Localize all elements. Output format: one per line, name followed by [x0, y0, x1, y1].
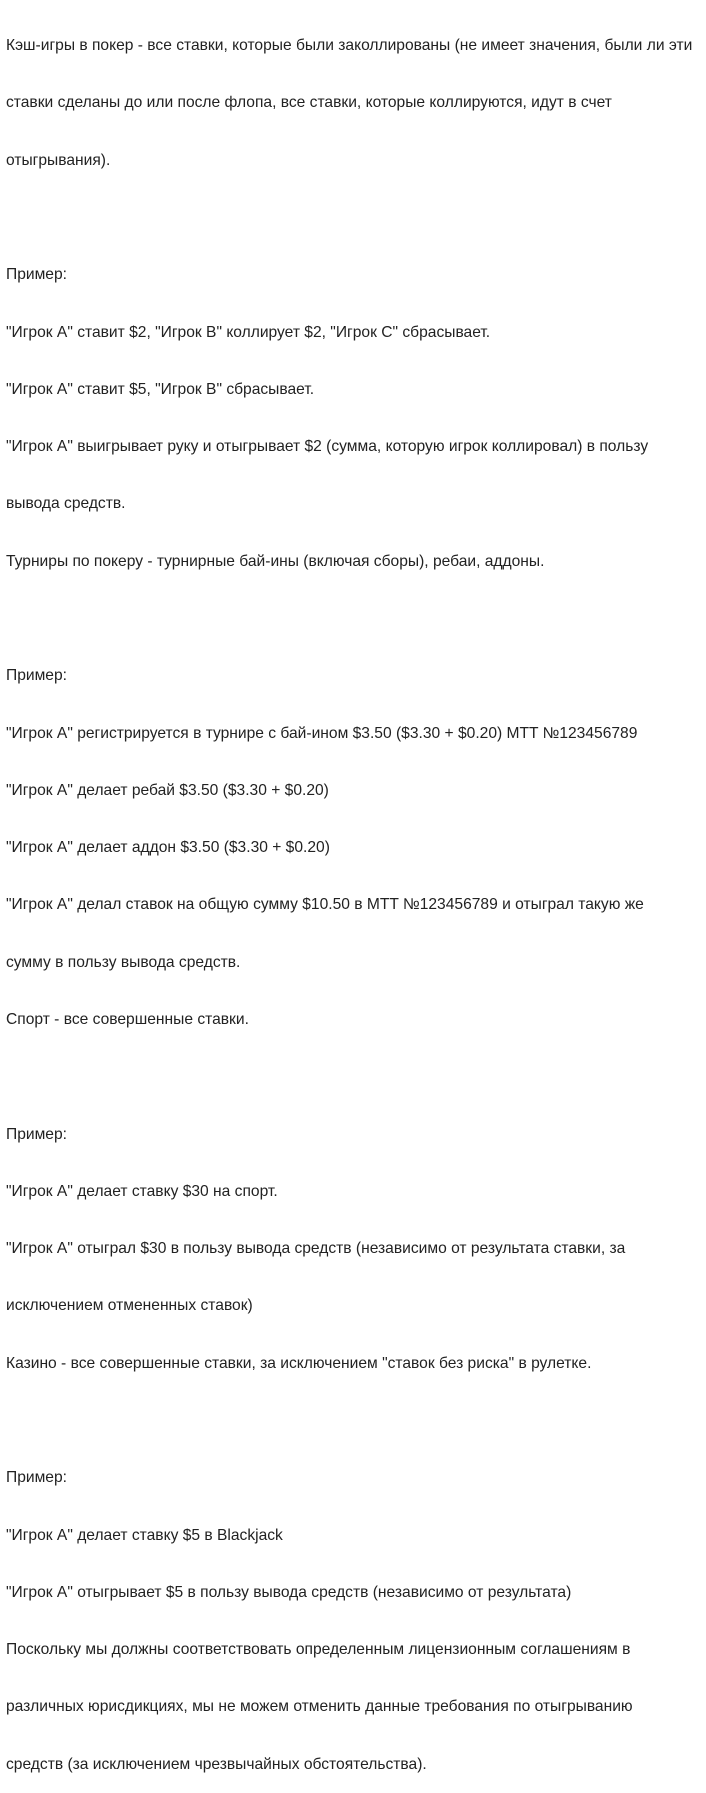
text-line: "Игрок А" делает ставку $30 на спорт.	[6, 1182, 278, 1200]
text-line: исключением отмененных ставок)	[6, 1297, 253, 1315]
blank-line	[6, 208, 706, 227]
example-heading: Пример:	[6, 1125, 67, 1143]
blank-line	[6, 609, 706, 628]
example-heading: Пример:	[6, 266, 67, 284]
text-line: Поскольку мы должны соответствовать определенным лицензионным соглашениям в	[6, 1641, 631, 1659]
text-line: Кэш-игры в покер - все ставки, которые были заколлированы (не имеет значения, были ли эти	[6, 37, 693, 55]
document-body	[6, 0, 706, 1793]
section-line: Турниры по покеру - турнирные бай-ины (включая сборы), ребаи, аддоны.	[6, 552, 545, 570]
section-line: Казино - все совершенные ставки, за исключением "ставок без риска" в рулетке.	[6, 1354, 592, 1372]
text-line: "Игрок А" регистрируется в турнире с бай-ином $3.50 ($3.30 + $0.20) MTT №123456789	[6, 724, 638, 742]
text-line: "Игрок А" делал ставок на общую сумму $10.50 в MTT №123456789 и отыграл такую же	[6, 896, 644, 914]
example-heading: Пример:	[6, 667, 67, 685]
blank-line	[6, 1067, 706, 1086]
text-line: различных юрисдикциях, мы не можем отменить данные требования по отыгрыванию	[6, 1698, 633, 1716]
text-line: ставки сделаны до или после флопа, все ставки, которые коллируются, идут в счет	[6, 94, 612, 112]
text-line: "Игрок А" отыгрывает $5 в пользу вывода средств (независимо от результата)	[6, 1583, 572, 1601]
text-line: сумму в пользу вывода средств.	[6, 953, 241, 971]
text-line: "Игрок А" делает аддон $3.50 ($3.30 + $0.20)	[6, 839, 330, 857]
text-line: "Игрок А" ставит $5, "Игрок В" сбрасывает.	[6, 380, 315, 398]
blank-line	[6, 1411, 706, 1430]
text-line: "Игрок А" отыграл $30 в пользу вывода средств (независимо от результата ставки, за	[6, 1240, 626, 1258]
text-line: "Игрок А" делает ребай $3.50 ($3.30 + $0.20)	[6, 781, 329, 799]
text-line: "Игрок А" выигрывает руку и отыгрывает $2 (сумма, которую игрок коллировал) в пользу	[6, 438, 649, 456]
text-line: отыгрывания).	[6, 151, 111, 169]
text-line: средств (за исключением чрезвычайных обстоятельства).	[6, 1755, 427, 1773]
example-heading: Пример:	[6, 1469, 67, 1487]
text-line: вывода средств.	[6, 495, 126, 513]
section-line: Спорт - все совершенные ставки.	[6, 1010, 249, 1028]
text-line: "Игрок А" ставит $2, "Игрок В" коллирует $2, "Игрок С" сбрасывает.	[6, 323, 491, 341]
text-line: "Игрок А" делает ставку $5 в Blackjack	[6, 1526, 283, 1544]
